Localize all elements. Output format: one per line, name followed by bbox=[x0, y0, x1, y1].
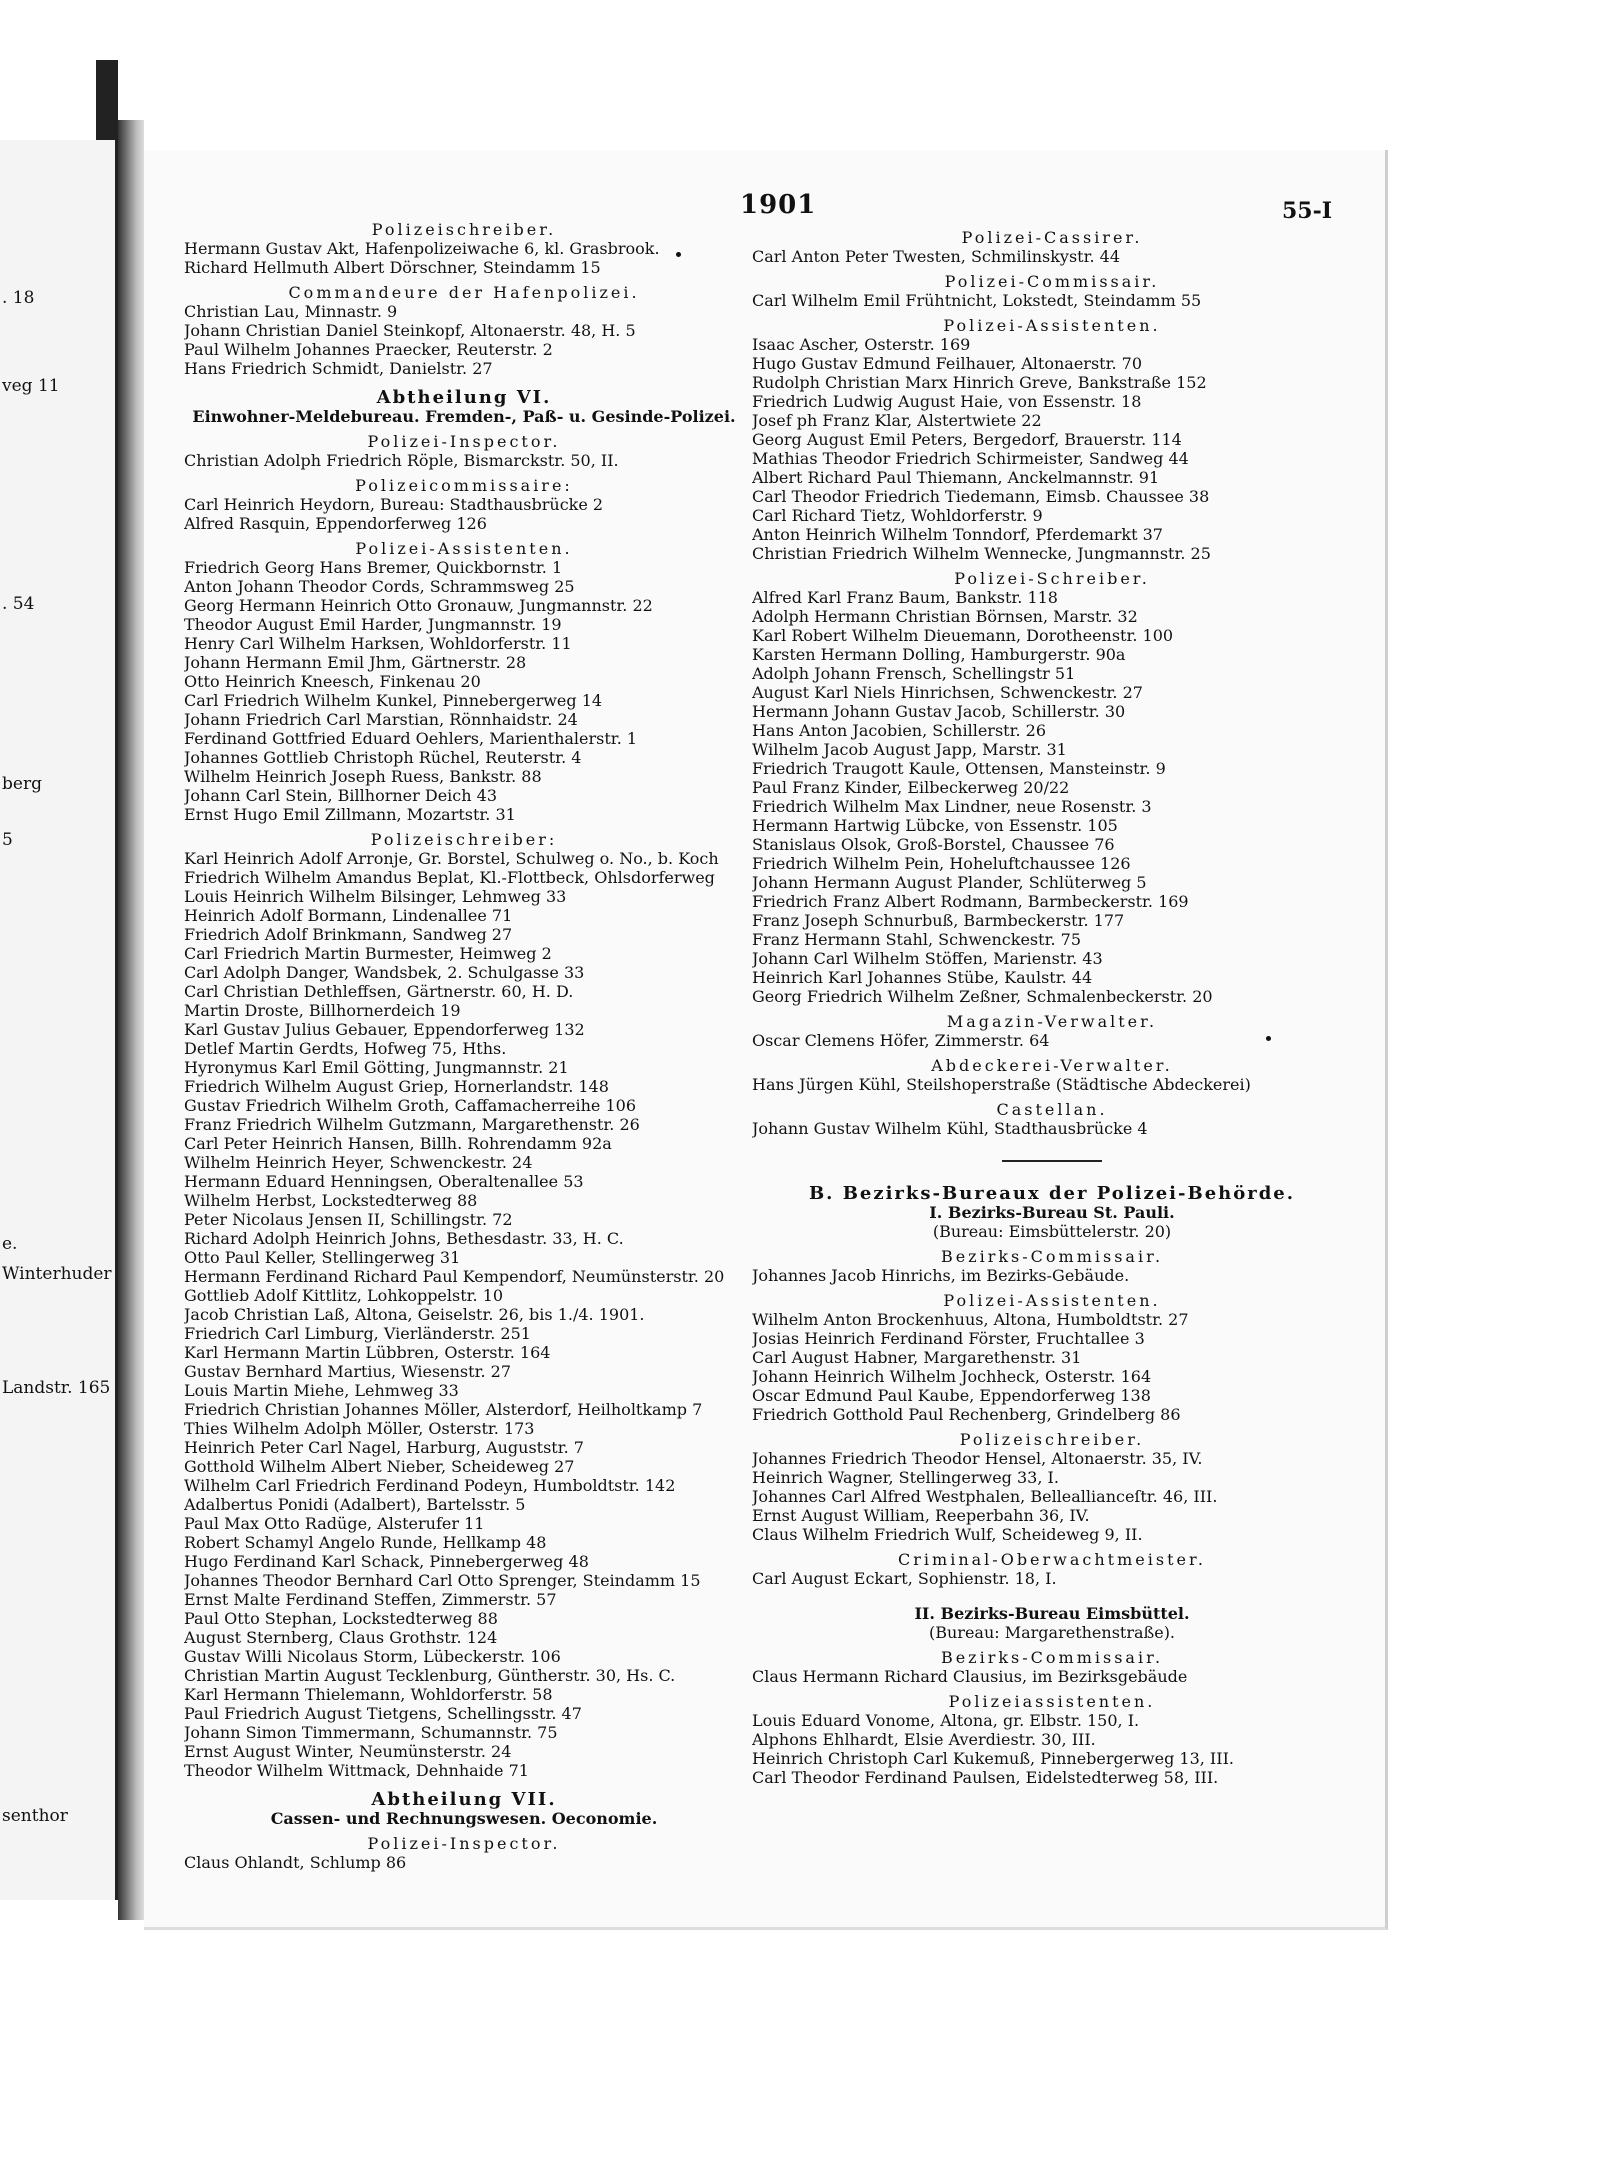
directory-entry: Johann Simon Timmermann, Schumannstr. 75 bbox=[184, 1723, 558, 1742]
directory-entry: Johann Hermann Emil Jhm, Gärtnerstr. 28 bbox=[184, 653, 527, 672]
entry-list bbox=[184, 558, 744, 824]
directory-entry: Friedrich Franz Albert Rodmann, Barmbeckerstr. 169 bbox=[752, 892, 1189, 911]
directory-entry: Carl Anton Peter Twesten, Schmilinskystr. 44 bbox=[752, 247, 1121, 266]
directory-entry: Johannes Carl Alfred Westphalen, Belleallianceſtr. 46, III. bbox=[752, 1487, 1218, 1506]
directory-entry: Paul Otto Stephan, Lockstedterweg 88 bbox=[184, 1609, 498, 1628]
directory-entry: Paul Wilhelm Johannes Praecker, Reuterstr. 2 bbox=[184, 340, 553, 359]
entry-list bbox=[752, 335, 1352, 563]
directory-entry: Josef ph Franz Klar, Alstertwiete 22 bbox=[752, 411, 1042, 430]
left-fragment: berg bbox=[2, 774, 42, 794]
directory-entry: Wilhelm Heinrich Joseph Ruess, Bankstr. 88 bbox=[184, 767, 542, 786]
directory-entry: Georg August Emil Peters, Bergedorf, Brauerstr. 114 bbox=[752, 430, 1182, 449]
directory-entry: Isaac Ascher, Osterstr. 169 bbox=[752, 335, 971, 354]
directory-entry: Karl Robert Wilhelm Dieuemann, Dorotheenstr. 100 bbox=[752, 626, 1174, 645]
directory-entry: Heinrich Christoph Carl Kukemuß, Pinnebergerweg 13, III. bbox=[752, 1749, 1234, 1768]
section-heading: Polizeiassistenten. bbox=[948, 1692, 1156, 1711]
entry-list bbox=[184, 239, 744, 277]
entry-list bbox=[752, 588, 1352, 1006]
directory-entry: Johannes Friedrich Theodor Hensel, Altonaerstr. 35, IV. bbox=[752, 1449, 1203, 1468]
section-heading: Polizei-Assistenten. bbox=[943, 316, 1161, 335]
directory-entry: Heinrich Wagner, Stellingerweg 33, I. bbox=[752, 1468, 1059, 1487]
directory-entry: Robert Schamyl Angelo Runde, Hellkamp 48 bbox=[184, 1533, 547, 1552]
directory-entry: Carl Christian Dethleffsen, Gärtnerstr. 60, H. D. bbox=[184, 982, 574, 1001]
page-number: 55-I bbox=[1282, 198, 1333, 224]
directory-entry: Johann Carl Stein, Billhorner Deich 43 bbox=[184, 786, 497, 805]
directory-entry: Ernst August Winter, Neumünsterstr. 24 bbox=[184, 1742, 512, 1761]
entry-list bbox=[184, 849, 744, 1780]
directory-entry: Carl Heinrich Heydorn, Bureau: Stadthausbrücke 2 bbox=[184, 495, 604, 514]
directory-entry: Johann Carl Wilhelm Stöffen, Marienstr. 43 bbox=[752, 949, 1103, 968]
department-title: Abtheilung VII. bbox=[371, 1789, 557, 1810]
directory-entry: Wilhelm Heinrich Heyer, Schwenckestr. 24 bbox=[184, 1153, 533, 1172]
directory-entry: Heinrich Adolf Bormann, Lindenallee 71 bbox=[184, 906, 513, 925]
bureau-address: (Bureau: Eimsbüttelerstr. 20) bbox=[932, 1222, 1172, 1241]
directory-entry: Louis Heinrich Wilhelm Bilsinger, Lehmweg 33 bbox=[184, 887, 567, 906]
directory-entry: Karl Gustav Julius Gebauer, Eppendorferweg 132 bbox=[184, 1020, 585, 1039]
entry-list bbox=[184, 302, 744, 378]
directory-entry: Hermann Eduard Henningsen, Oberaltenallee 53 bbox=[184, 1172, 584, 1191]
directory-entry: Hans Jürgen Kühl, Steilshoperstraße (Städtische Abdeckerei) bbox=[752, 1075, 1251, 1094]
entry-list bbox=[752, 247, 1352, 266]
bureau-address: (Bureau: Margarethenstraße). bbox=[928, 1623, 1176, 1642]
directory-entry: Heinrich Peter Carl Nagel, Harburg, Auguststr. 7 bbox=[184, 1438, 584, 1457]
department-subtitle: Cassen- und Rechnungswesen. Oeconomie. bbox=[270, 1809, 658, 1828]
directory-entry: Theodor August Emil Harder, Jungmannstr. 19 bbox=[184, 615, 562, 634]
section-heading: Polizeischreiber. bbox=[959, 1430, 1145, 1449]
directory-entry: Friedrich Wilhelm August Griep, Hornerlandstr. 148 bbox=[184, 1077, 609, 1096]
directory-entry: Georg Hermann Heinrich Otto Gronauw, Jungmannstr. 22 bbox=[184, 596, 653, 615]
left-fragment: Winterhuder bbox=[2, 1264, 112, 1284]
section-heading: Polizeicommissaire: bbox=[355, 476, 573, 495]
directory-entry: Hermann Johann Gustav Jacob, Schillerstr. 30 bbox=[752, 702, 1126, 721]
directory-entry: Carl Wilhelm Emil Frühtnicht, Lokstedt, Steindamm 55 bbox=[752, 291, 1202, 310]
directory-entry: Hyronymus Karl Emil Götting, Jungmannstr. 21 bbox=[184, 1058, 569, 1077]
directory-entry: Claus Ohlandt, Schlump 86 bbox=[184, 1853, 407, 1872]
directory-entry: Mathias Theodor Friedrich Schirmeister, Sandweg 44 bbox=[752, 449, 1189, 468]
directory-entry: Louis Martin Miehe, Lehmweg 33 bbox=[184, 1381, 459, 1400]
department-subtitle: Einwohner-Meldebureau. Fremden-, Paß- u. Gesinde-Polizei. bbox=[192, 407, 736, 426]
section-heading: Polizei-Cassirer. bbox=[961, 228, 1143, 247]
left-fragment: veg 11 bbox=[2, 376, 60, 396]
directory-entry: Hugo Gustav Edmund Feilhauer, Altonaerstr. 70 bbox=[752, 354, 1143, 373]
directory-entry: Wilhelm Jacob August Japp, Marstr. 31 bbox=[752, 740, 1067, 759]
directory-entry: Adolph Hermann Christian Börnsen, Marstr. 32 bbox=[752, 607, 1138, 626]
section-divider bbox=[1002, 1160, 1102, 1162]
department-title: Abtheilung VI. bbox=[376, 387, 552, 408]
directory-entry: Johannes Theodor Bernhard Carl Otto Sprenger, Steindamm 15 bbox=[184, 1571, 701, 1590]
entry-list bbox=[752, 1310, 1352, 1424]
entry-list bbox=[752, 1667, 1352, 1686]
directory-entry: Anton Heinrich Wilhelm Tonndorf, Pferdemarkt 37 bbox=[752, 525, 1163, 544]
left-page-fragment bbox=[0, 140, 118, 1900]
directory-entry: Ferdinand Gottfried Eduard Oehlers, Marienthalerstr. 1 bbox=[184, 729, 638, 748]
directory-entry: Gustav Willi Nicolaus Storm, Lübeckerstr. 106 bbox=[184, 1647, 561, 1666]
directory-entry: Alphons Ehlhardt, Elsie Averdiestr. 30, III. bbox=[752, 1730, 1096, 1749]
directory-entry: Friedrich Christian Johannes Möller, Alsterdorf, Heilholtkamp 7 bbox=[184, 1400, 703, 1419]
entry-list bbox=[752, 1119, 1352, 1138]
directory-entry: Paul Franz Kinder, Eilbeckerweg 20/22 bbox=[752, 778, 1070, 797]
left-fragment: e. bbox=[2, 1234, 18, 1254]
left-fragment: . 18 bbox=[2, 288, 35, 308]
directory-entry: Franz Hermann Stahl, Schwenckestr. 75 bbox=[752, 930, 1081, 949]
directory-entry: Friedrich Georg Hans Bremer, Quickbornstr. 1 bbox=[184, 558, 563, 577]
directory-entry: Friedrich Adolf Brinkmann, Sandweg 27 bbox=[184, 925, 513, 944]
directory-entry: Friedrich Wilhelm Max Lindner, neue Rosenstr. 3 bbox=[752, 797, 1152, 816]
directory-entry: Paul Max Otto Radüge, Alsterufer 11 bbox=[184, 1514, 485, 1533]
right-column bbox=[752, 216, 1352, 1787]
section-heading: Criminal-Oberwachtmeister. bbox=[898, 1550, 1206, 1569]
directory-entry: Hermann Hartwig Lübcke, von Essenstr. 105 bbox=[752, 816, 1118, 835]
directory-entry: Ernst Hugo Emil Zillmann, Mozartstr. 31 bbox=[184, 805, 516, 824]
directory-entry: Claus Hermann Richard Clausius, im Bezirksgebäude bbox=[752, 1667, 1188, 1686]
directory-entry: Wilhelm Herbst, Lockstedterweg 88 bbox=[184, 1191, 478, 1210]
directory-entry: Georg Friedrich Wilhelm Zeßner, Schmalenbeckerstr. 20 bbox=[752, 987, 1213, 1006]
directory-entry: Detlef Martin Gerdts, Hofweg 75, Hths. bbox=[184, 1039, 507, 1058]
book-gutter bbox=[118, 120, 144, 1920]
entry-list bbox=[752, 1266, 1352, 1285]
section-heading: Bezirks-Commissair. bbox=[940, 1648, 1164, 1667]
entry-list bbox=[752, 1711, 1352, 1787]
entry-list bbox=[752, 1075, 1352, 1094]
directory-entry: Josias Heinrich Ferdinand Förster, Fruchtallee 3 bbox=[752, 1329, 1145, 1348]
directory-entry: Louis Eduard Vonome, Altona, gr. Elbstr. 150, I. bbox=[752, 1711, 1140, 1730]
directory-entry: Stanislaus Olsok, Groß-Borstel, Chaussee 76 bbox=[752, 835, 1115, 854]
entry-list bbox=[184, 495, 744, 533]
directory-entry: Carl Friedrich Martin Burmester, Heimweg 2 bbox=[184, 944, 552, 963]
directory-entry: Friedrich Gotthold Paul Rechenberg, Grindelberg 86 bbox=[752, 1405, 1181, 1424]
directory-entry: Christian Friedrich Wilhelm Wennecke, Jungmannstr. 25 bbox=[752, 544, 1211, 563]
directory-entry: Oscar Edmund Paul Kaube, Eppendorferweg 138 bbox=[752, 1386, 1151, 1405]
directory-entry: Oscar Clemens Höfer, Zimmerstr. 64 bbox=[752, 1031, 1050, 1050]
directory-entry: Friedrich Carl Limburg, Vierländerstr. 251 bbox=[184, 1324, 531, 1343]
directory-entry: Friedrich Wilhelm Pein, Hoheluftchaussee 126 bbox=[752, 854, 1131, 873]
directory-entry: Carl Adolph Danger, Wandsbek, 2. Schulgasse 33 bbox=[184, 963, 585, 982]
directory-entry: Friedrich Wilhelm Amandus Beplat, Kl.-Flottbeck, Ohlsdorferweg bbox=[184, 868, 715, 887]
section-heading: Polizei-Inspector. bbox=[367, 1834, 561, 1853]
directory-entry: Gustav Bernhard Martius, Wiesenstr. 27 bbox=[184, 1362, 511, 1381]
directory-entry: Alfred Karl Franz Baum, Bankstr. 118 bbox=[752, 588, 1058, 607]
directory-entry: Adolph Johann Frensch, Schellingstr 51 bbox=[752, 664, 1076, 683]
directory-entry: Karl Hermann Martin Lübbren, Osterstr. 164 bbox=[184, 1343, 551, 1362]
directory-entry: Carl Peter Heinrich Hansen, Billh. Rohrendamm 92a bbox=[184, 1134, 612, 1153]
directory-entry: Hans Anton Jacobien, Schillerstr. 26 bbox=[752, 721, 1047, 740]
section-heading: Castellan. bbox=[996, 1100, 1108, 1119]
directory-entry: Henry Carl Wilhelm Harksen, Wohldorferstr. 11 bbox=[184, 634, 572, 653]
left-column bbox=[184, 220, 744, 1872]
directory-entry: Johann Gustav Wilhelm Kühl, Stadthausbrücke 4 bbox=[752, 1119, 1148, 1138]
directory-entry: Carl Theodor Ferdinand Paulsen, Eidelstedterweg 58, III. bbox=[752, 1768, 1219, 1787]
page-tab-marker bbox=[96, 60, 118, 146]
directory-entry: Alfred Rasquin, Eppendorferweg 126 bbox=[184, 514, 487, 533]
directory-entry: Johann Friedrich Carl Marstian, Rönnhaidstr. 24 bbox=[184, 710, 578, 729]
entry-list bbox=[184, 451, 744, 470]
directory-entry: Johann Christian Daniel Steinkopf, Altonaerstr. 48, H. 5 bbox=[184, 321, 636, 340]
entry-list bbox=[752, 1569, 1352, 1588]
directory-entry: Christian Martin August Tecklenburg, Güntherstr. 30, Hs. C. bbox=[184, 1666, 676, 1685]
section-heading: Polizeischreiber. bbox=[371, 220, 557, 239]
entry-list bbox=[184, 1853, 744, 1872]
section-heading: Bezirks-Commissair. bbox=[940, 1247, 1164, 1266]
directory-entry: Wilhelm Carl Friedrich Ferdinand Podeyn, Humboldtstr. 142 bbox=[184, 1476, 676, 1495]
left-fragment: Landstr. 165 bbox=[2, 1378, 111, 1398]
directory-entry: Christian Adolph Friedrich Röple, Bismarckstr. 50, II. bbox=[184, 451, 619, 470]
directory-entry: Christian Lau, Minnastr. 9 bbox=[184, 302, 398, 321]
directory-entry: Gottlieb Adolf Kittlitz, Lohkoppelstr. 10 bbox=[184, 1286, 504, 1305]
directory-entry: Albert Richard Paul Thiemann, Anckelmannstr. 91 bbox=[752, 468, 1160, 487]
directory-entry: Rudolph Christian Marx Hinrich Greve, Bankstraße 152 bbox=[752, 373, 1207, 392]
directory-entry: Gotthold Wilhelm Albert Nieber, Scheideweg 27 bbox=[184, 1457, 575, 1476]
left-fragment: . 54 bbox=[2, 594, 35, 614]
directory-entry: Johannes Jacob Hinrichs, im Bezirks-Gebäude. bbox=[752, 1266, 1130, 1285]
directory-entry: Friedrich Ludwig August Haie, von Essenstr. 18 bbox=[752, 392, 1142, 411]
directory-entry: Johann Heinrich Wilhelm Jochheck, Osterstr. 164 bbox=[752, 1367, 1152, 1386]
page-year: 1901 bbox=[740, 190, 817, 220]
directory-entry: Johannes Gottlieb Christoph Rüchel, Reuterstr. 4 bbox=[184, 748, 582, 767]
directory-entry: Carl Theodor Friedrich Tiedemann, Eimsb. Chaussee 38 bbox=[752, 487, 1210, 506]
directory-entry: Anton Johann Theodor Cords, Schrammsweg 25 bbox=[184, 577, 575, 596]
entry-list bbox=[752, 1031, 1352, 1050]
directory-entry: Ernst Malte Ferdinand Steffen, Zimmerstr. 57 bbox=[184, 1590, 557, 1609]
directory-entry: Hugo Ferdinand Karl Schack, Pinnebergerweg 48 bbox=[184, 1552, 589, 1571]
directory-entry: Hermann Ferdinand Richard Paul Kempendorf, Neumünsterstr. 20 bbox=[184, 1267, 725, 1286]
directory-entry: Paul Friedrich August Tietgens, Schellingsstr. 47 bbox=[184, 1704, 582, 1723]
section-heading: Abdeckerei-Verwalter. bbox=[931, 1056, 1173, 1075]
directory-entry: Carl August Habner, Margarethenstr. 31 bbox=[752, 1348, 1082, 1367]
directory-entry: Ernst August William, Reeperbahn 36, IV. bbox=[752, 1506, 1090, 1525]
directory-entry: Hans Friedrich Schmidt, Danielstr. 27 bbox=[184, 359, 493, 378]
section-heading: Polizei-Assistenten. bbox=[355, 539, 573, 558]
directory-entry: Gustav Friedrich Wilhelm Groth, Caffamacherreihe 106 bbox=[184, 1096, 637, 1115]
directory-entry: Karl Heinrich Adolf Arronje, Gr. Borstel, Schulweg o. No., b. Koch bbox=[184, 849, 719, 868]
directory-entry: Martin Droste, Billhornerdeich 19 bbox=[184, 1001, 461, 1020]
directory-entry: Richard Adolph Heinrich Johns, Bethesdastr. 33, H. C. bbox=[184, 1229, 624, 1248]
directory-entry: Friedrich Traugott Kaule, Ottensen, Mansteinstr. 9 bbox=[752, 759, 1166, 778]
directory-entry: Otto Heinrich Kneesch, Finkenau 20 bbox=[184, 672, 481, 691]
directory-entry: Carl Richard Tietz, Wohldorferstr. 9 bbox=[752, 506, 1043, 525]
directory-entry: August Karl Niels Hinrichsen, Schwenckestr. 27 bbox=[752, 683, 1143, 702]
directory-entry: Franz Joseph Schnurbuß, Barmbeckerstr. 177 bbox=[752, 911, 1125, 930]
directory-entry: Adalbertus Ponidi (Adalbert), Bartelsstr. 5 bbox=[184, 1495, 526, 1514]
directory-entry: Heinrich Karl Johannes Stübe, Kaulstr. 44 bbox=[752, 968, 1093, 987]
section-heading: Magazin-Verwalter. bbox=[946, 1012, 1158, 1031]
directory-entry: Franz Friedrich Wilhelm Gutzmann, Margarethenstr. 26 bbox=[184, 1115, 640, 1134]
left-fragment: 5 bbox=[2, 830, 13, 850]
directory-entry: Peter Nicolaus Jensen II, Schillingstr. 72 bbox=[184, 1210, 513, 1229]
section-heading: Polizeischreiber: bbox=[370, 830, 558, 849]
entry-list bbox=[752, 291, 1352, 310]
directory-entry: Johann Hermann August Plander, Schlüterweg 5 bbox=[752, 873, 1147, 892]
directory-entry: Karl Hermann Thielemann, Wohldorferstr. 58 bbox=[184, 1685, 553, 1704]
part-title: B. Bezirks-Bureaux der Polizei-Behörde. bbox=[808, 1183, 1296, 1204]
bureau-title: II. Bezirks-Bureau Eimsbüttel. bbox=[914, 1604, 1190, 1623]
section-heading: Commandeure der Hafenpolizei. bbox=[288, 283, 640, 302]
section-heading: Polizei-Schreiber. bbox=[954, 569, 1150, 588]
directory-entry: Claus Wilhelm Friedrich Wulf, Scheideweg 9, II. bbox=[752, 1525, 1143, 1544]
directory-entry: Theodor Wilhelm Wittmack, Dehnhaide 71 bbox=[184, 1761, 529, 1780]
directory-entry: Jacob Christian Laß, Altona, Geiselstr. 26, bis 1./4. 1901. bbox=[184, 1305, 645, 1324]
section-heading: Polizei-Inspector. bbox=[367, 432, 561, 451]
directory-entry: Carl August Eckart, Sophienstr. 18, I. bbox=[752, 1569, 1057, 1588]
directory-entry: Otto Paul Keller, Stellingerweg 31 bbox=[184, 1248, 461, 1267]
directory-entry: Hermann Gustav Akt, Hafenpolizeiwache 6, kl. Grasbrook. bbox=[184, 239, 660, 258]
directory-entry: August Sternberg, Claus Grothstr. 124 bbox=[184, 1628, 498, 1647]
section-heading: Polizei-Commissair. bbox=[944, 272, 1160, 291]
spacer bbox=[752, 1588, 1352, 1604]
left-fragment: senthor bbox=[2, 1806, 68, 1826]
directory-entry: Karsten Hermann Dolling, Hamburgerstr. 90a bbox=[752, 645, 1126, 664]
directory-entry: Wilhelm Anton Brockenhuus, Altona, Humboldtstr. 27 bbox=[752, 1310, 1189, 1329]
entry-list bbox=[752, 1449, 1352, 1544]
directory-entry: Thies Wilhelm Adolph Möller, Osterstr. 173 bbox=[184, 1419, 535, 1438]
bureau-title: I. Bezirks-Bureau St. Pauli. bbox=[929, 1203, 1175, 1222]
directory-entry: Richard Hellmuth Albert Dörschner, Steindamm 15 bbox=[184, 258, 601, 277]
directory-entry: Carl Friedrich Wilhelm Kunkel, Pinnebergerweg 14 bbox=[184, 691, 603, 710]
section-heading: Polizei-Assistenten. bbox=[943, 1291, 1161, 1310]
